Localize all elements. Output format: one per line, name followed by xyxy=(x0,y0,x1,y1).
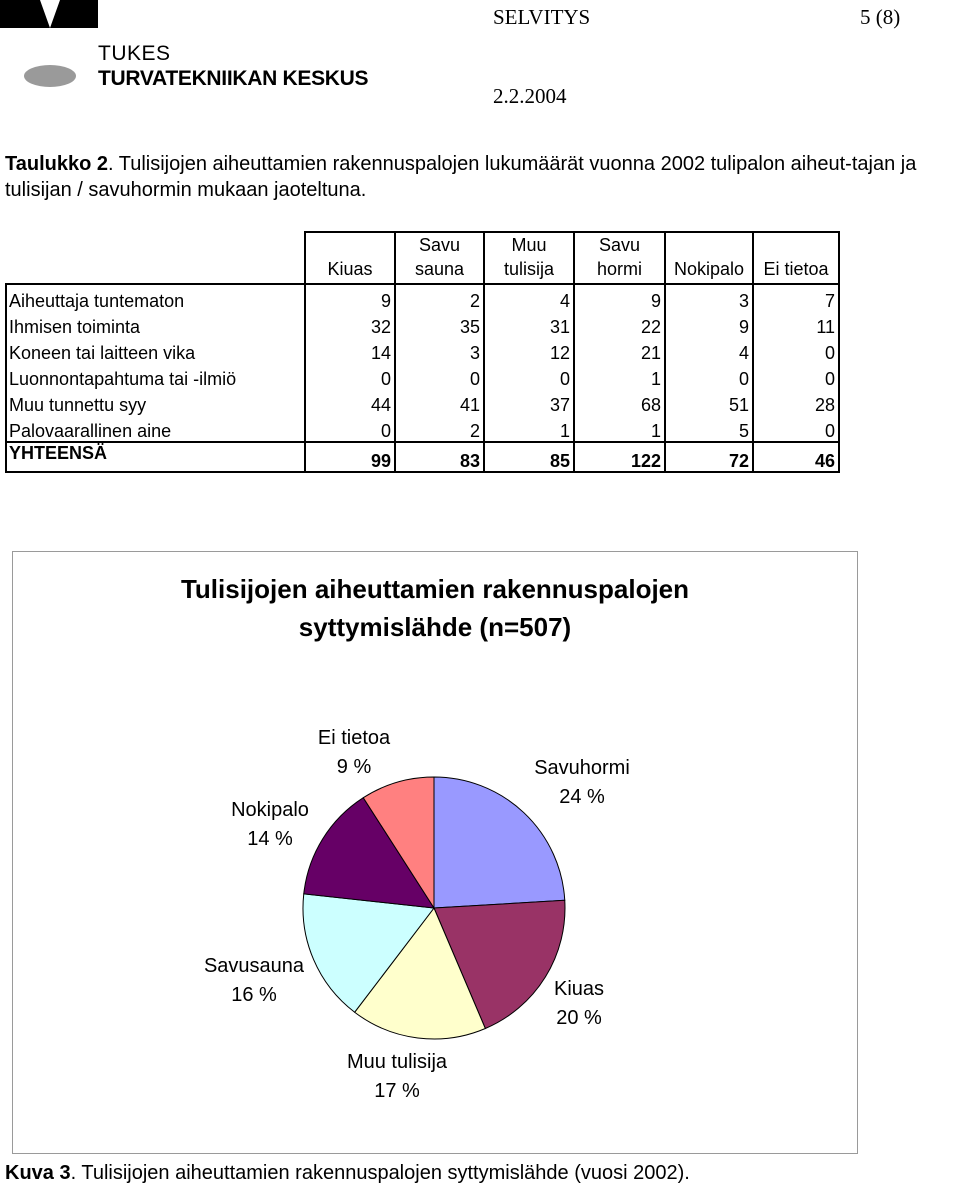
table-cell: 0 xyxy=(305,415,395,442)
total-cell: 83 xyxy=(395,442,484,472)
table-cell: 1 xyxy=(574,415,665,442)
pie-slice-savuhormi xyxy=(434,777,565,908)
row-label: Ihmisen toiminta xyxy=(6,311,305,337)
org-short-name: TUKES xyxy=(98,42,171,65)
table-cell: 0 xyxy=(305,363,395,389)
row-label: Palovaarallinen aine xyxy=(6,415,305,442)
slice-label-percent: 17 % xyxy=(374,1080,420,1102)
table-cell: 35 xyxy=(395,311,484,337)
row-label: Luonnontapahtuma tai -ilmiö xyxy=(6,363,305,389)
table-cell: 0 xyxy=(665,363,753,389)
slice-label-name: Savusauna xyxy=(203,955,305,977)
table-cell: 14 xyxy=(305,337,395,363)
col-header-line2: sauna xyxy=(414,259,465,279)
chart-title-line1: Tulisijojen aiheuttamien rakennuspalojen xyxy=(180,574,690,604)
total-cell: 72 xyxy=(665,442,753,472)
table-cell: 1 xyxy=(574,363,665,389)
table-cell: 11 xyxy=(753,311,839,337)
table-cell: 0 xyxy=(395,363,484,389)
table-cell: 4 xyxy=(665,337,753,363)
table-cell: 12 xyxy=(484,337,574,363)
table-cell: 0 xyxy=(753,363,839,389)
figure-caption-text: . Tulisijojen aiheuttamien rakennuspalojen syttymislähde (vuosi 2002). xyxy=(70,1162,690,1184)
slice-label-percent: 9 % xyxy=(336,756,372,778)
slice-label-name: Kiuas xyxy=(553,978,605,1000)
table-cell: 3 xyxy=(395,337,484,363)
slice-label-name: Ei tietoa xyxy=(317,727,391,749)
table-cell: 2 xyxy=(395,284,484,311)
table-cell: 68 xyxy=(574,389,665,415)
table-cell: 21 xyxy=(574,337,665,363)
total-label: YHTEENSÄ xyxy=(6,442,305,472)
col-header-line2: tulisija xyxy=(503,259,555,279)
slice-label-name: Savuhormi xyxy=(534,757,630,779)
table-cell: 44 xyxy=(305,389,395,415)
col-header-line2: hormi xyxy=(596,259,642,279)
row-label: Koneen tai laitteen vika xyxy=(6,337,305,363)
table-cell: 51 xyxy=(665,389,753,415)
total-cell: 85 xyxy=(484,442,574,472)
table-cell: 9 xyxy=(574,284,665,311)
table-cell: 9 xyxy=(305,284,395,311)
col-header-line1: Savu xyxy=(418,235,461,255)
col-header-line1: Savu xyxy=(598,235,641,255)
figure-caption-label: Kuva 3 xyxy=(5,1162,71,1184)
total-cell: 99 xyxy=(305,442,395,472)
table-cell: 0 xyxy=(753,415,839,442)
document-date: 2.2.2004 xyxy=(493,84,567,108)
table-cell: 32 xyxy=(305,311,395,337)
total-cell: 46 xyxy=(753,442,839,472)
slice-label-percent: 14 % xyxy=(247,828,293,850)
chart-title-line2: syttymislähde (n=507) xyxy=(298,612,572,642)
table-cell: 0 xyxy=(753,337,839,363)
col-header-line2: Kiuas xyxy=(327,259,373,279)
slice-label-percent: 16 % xyxy=(231,984,277,1006)
slice-label-percent: 20 % xyxy=(556,1007,602,1029)
table-cell: 9 xyxy=(665,311,753,337)
table-cell: 22 xyxy=(574,311,665,337)
row-label: Muu tunnettu syy xyxy=(6,389,305,415)
figure-caption xyxy=(5,1162,690,1185)
row-label: Aiheuttaja tuntematon xyxy=(6,284,305,311)
slice-label-name: Muu tulisija xyxy=(346,1051,448,1073)
slice-label-percent: 24 % xyxy=(559,786,605,808)
col-header-line2: Nokipalo xyxy=(673,259,745,279)
table-cell: 4 xyxy=(484,284,574,311)
page-number: 5 (8) xyxy=(860,5,901,29)
table-cell: 28 xyxy=(753,389,839,415)
table-cell: 5 xyxy=(665,415,753,442)
table-cell: 0 xyxy=(484,363,574,389)
table-caption-text: . Tulisijojen aiheuttamien rakennuspalojen lukumäärät vuonna 2002 tulipalon aiheut-tajan ja tulisijan / savuhormin mukaan jaoteltuna. xyxy=(5,153,917,201)
table-caption-label: Taulukko 2 xyxy=(5,153,108,175)
table-cell: 1 xyxy=(484,415,574,442)
table-cell: 41 xyxy=(395,389,484,415)
table-cell: 2 xyxy=(395,415,484,442)
org-full-name: TURVATEKNIIKAN KESKUS xyxy=(98,67,369,90)
col-header-line2: Ei tietoa xyxy=(763,259,829,279)
total-cell: 122 xyxy=(574,442,665,472)
col-header-line1: Muu xyxy=(511,235,547,255)
table-cell: 31 xyxy=(484,311,574,337)
document-type: SELVITYS xyxy=(493,5,591,29)
table-cell: 37 xyxy=(484,389,574,415)
table-cell: 3 xyxy=(665,284,753,311)
slice-label-name: Nokipalo xyxy=(231,799,309,821)
table-cell: 7 xyxy=(753,284,839,311)
